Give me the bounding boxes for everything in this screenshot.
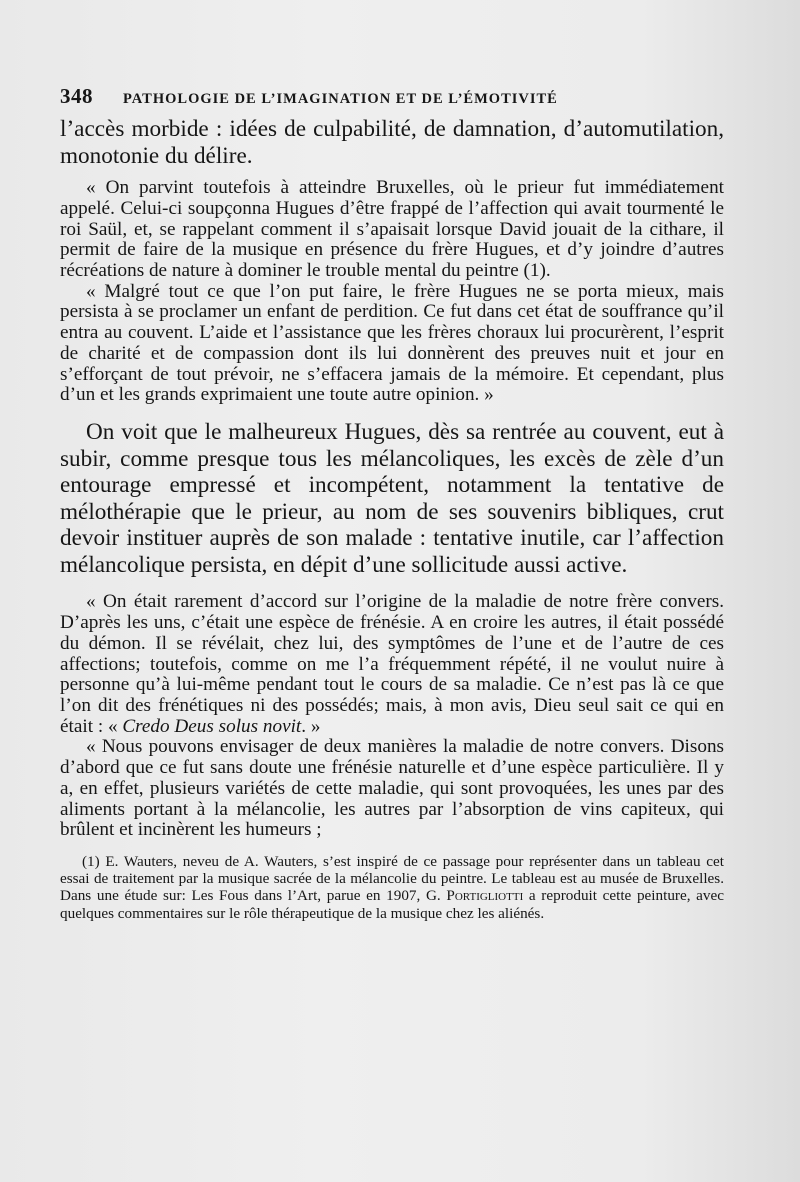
quote-close: . »: [301, 715, 321, 737]
running-title: PATHOLOGIE DE L’IMAGINATION ET DE L’ÉMOTIVITÉ: [123, 91, 558, 107]
page-body: [60, 116, 724, 922]
footnote-text-end: a reproduit cette peinture, avec quelques commentaires sur le rôle thérapeutique de la musique chez les aliénés.: [60, 887, 724, 922]
footnote-author: Portigliotti: [446, 887, 524, 905]
quote-text: « On était rarement d’accord sur l’origine de la maladie de notre frère convers. D’après les uns, c’était une espèce de frénésie. A en croire les autres, il était possédé du démon. Il se révélait, chez lui, des symptômes de l’une et de l’autre de ces affections; toutefois, comme on me l’a fréquemment répété, il ne voulut nuire à personne qu’à lui-même pendant tout le cours de sa maladie. Ce n’est pas là ce que l’on dit des frénétiques ni des possédés; mais, à mon avis, Dieu seul sait ce qui en était : «: [60, 591, 724, 737]
running-header: [60, 84, 740, 109]
page-number: 348: [60, 84, 93, 108]
footnote: [60, 853, 724, 922]
latin-quote: Credo Deus solus novit: [122, 715, 302, 737]
paragraph-continuation: l’accès morbide : idées de culpabilité, de damnation, d’automutilation, monotonie du délire.: [60, 116, 724, 169]
quote-paragraph-deux-manieres: « Nous pouvons envisager de deux manières la maladie de notre convers. Disons d’abord que ce fut sans doute une frénésie naturelle et d’une espèce particulière. Il y a, en effet, plusieurs variétés de cette maladie, qui sont provoquées, les unes par des aliments portant à la mélancolie, les autres par l’absorption de vins capiteux, qui brûlent et incinèrent les humeurs ;: [60, 736, 724, 841]
footnote-text: (1) E. Wauters, neveu de A. Wauters, s’est inspiré de ce passage pour représenter dans un tableau cet essai de traitement par la musique sacrée de la mélancolie du peintre. Le tableau est au musée de Bruxelles. Dans une étude sur: Les Fous dans l’Art, parue en 1907, G.: [60, 852, 724, 905]
quote-paragraph-bruxelles: « On parvint toutefois à atteindre Bruxelles, où le prieur fut immédiatement appelé. Celui-ci soupçonna Hugues d’être frappé de l’affection qui avait tourmenté le roi Saül, et, se rappelant comment il s’apaisait lorsque David jouait de la cithare, il permit de faire de la musique en présence du frère Hugues, et d’y joindre d’autres récréations de nature à dominer le trouble mental du peintre (1).: [60, 177, 724, 281]
commentary-paragraph: On voit que le malheureux Hugues, dès sa rentrée au couvent, eut à subir, comme presque tous les mélancoliques, les excès de zèle d’un entourage empressé et incompétent, notamment la tentative de mélothérapie que le prieur, au nom de ses souvenirs bibliques, crut devoir instituer auprès de son malade : tentative inutile, car l’affection mélancolique persista, en dépit d’une sollicitude aussi active.: [60, 418, 724, 578]
quote-paragraph-origine: [60, 592, 724, 737]
quote-paragraph-malgre: « Malgré tout ce que l’on put faire, le frère Hugues ne se porta mieux, mais persista à se proclamer un enfant de perdition. Ce fut dans cet état de souffrance qu’il entra au couvent. L’aide et l’assistance que les frères choraux lui procurèrent, l’esprit de charité et de compassion dont ils lui donnèrent des preuves nuit et jour en s’efforçant de tout prévoir, ne s’effacera jamais de la mémoire. Et cependant, plus d’un et les grands exprimaient une toute autre opinion. »: [60, 280, 724, 406]
